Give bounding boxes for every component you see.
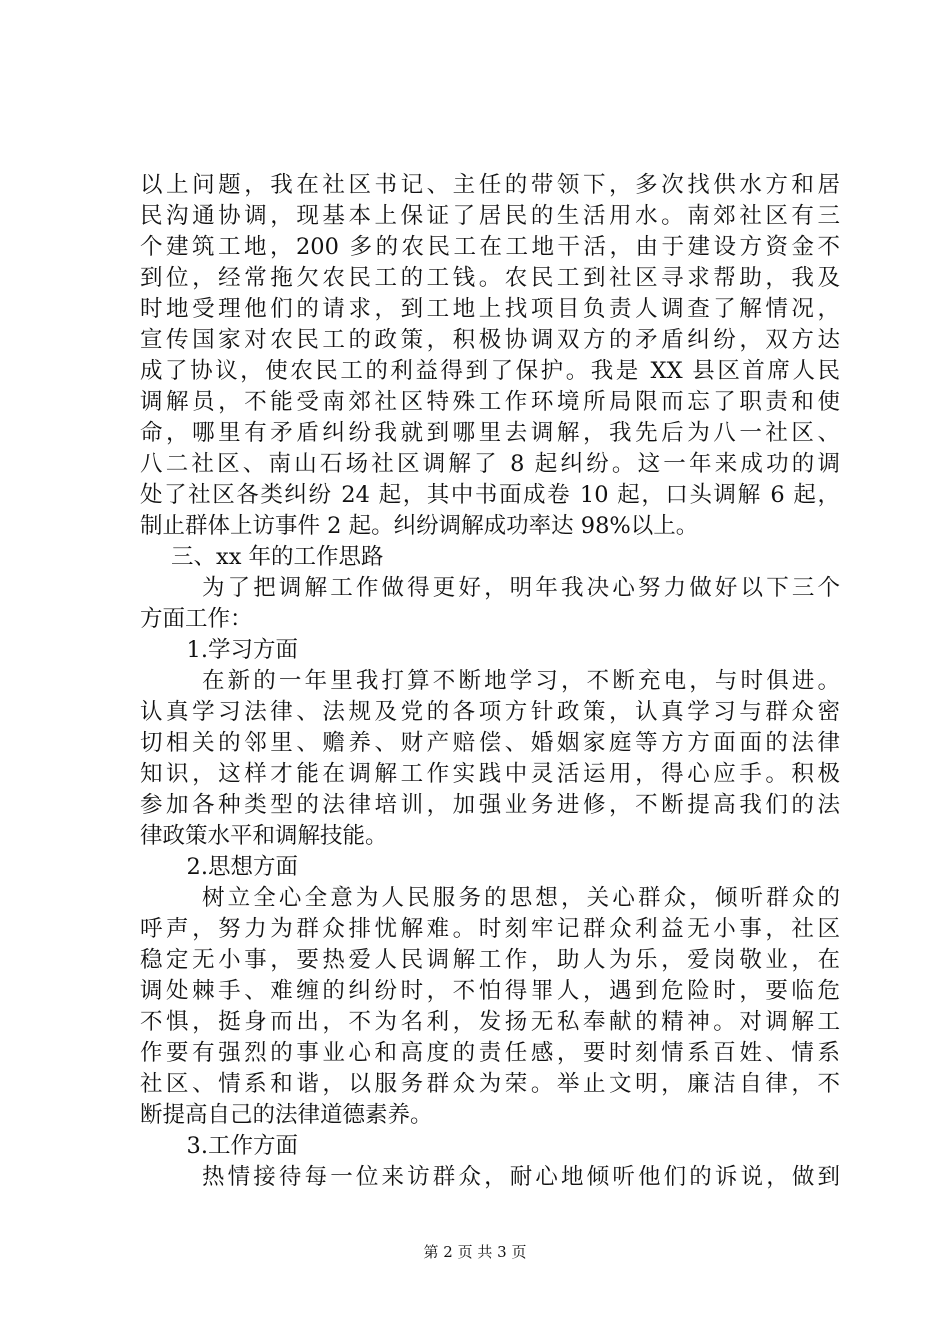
text-line: 个建筑工地，200 多的农民工在工地干活，由于建设方资金不 [140,234,840,260]
text-line: 命，哪里有矛盾纠纷我就到哪里去调解，我先后为八一社区、 [140,420,840,446]
page-footer: 第 2 页 共 3 页 [423,1243,527,1261]
text-line: 认真学习法律、法规及党的各项方针政策，认真学习与群众密 [140,699,840,725]
text-line: 社区、情系和谐，以服务群众为荣。举止文明，廉洁自律，不 [140,1071,840,1097]
text-line: 以上问题，我在社区书记、主任的带领下，多次找供水方和居 [140,172,840,198]
text-line: 制止群体上访事件 2 起。纠纷调解成功率达 98%以上。 [140,513,699,539]
text-line: 知识，这样才能在调解工作实践中灵活运用，得心应手。积极 [140,761,840,787]
document-body [140,170,840,1193]
text-line: 呼声，努力为群众排忧解难。时刻牢记群众利益无小事，社区 [140,916,840,942]
text-line: 2.思想方面 [186,854,298,880]
text-line: 处了社区各类纠纷 24 起，其中书面成卷 10 起，口头调解 6 起， [140,482,840,508]
text-line: 宣传国家对农民工的政策，积极协调双方的矛盾纠纷，双方达 [140,327,840,353]
text-line: 律政策水平和调解技能。 [140,823,388,849]
text-line: 热情接待每一位来访群众，耐心地倾听他们的诉说，做到 [202,1164,840,1190]
text-line: 三、xx 年的工作思路 [171,544,384,570]
text-line: 方面工作： [140,606,253,632]
text-line: 不惧，挺身而出，不为名利，发扬无私奉献的精神。对调解工 [140,1009,840,1035]
text-line: 成了协议，使农民工的利益得到了保护。我是 XX 县区首席人民 [140,358,840,384]
text-line: 树立全心全意为人民服务的思想，关心群众，倾听群众的 [202,885,840,911]
text-line: 调处棘手、难缠的纠纷时，不怕得罪人，遇到危险时，要临危 [140,978,840,1004]
text-line: 在新的一年里我打算不断地学习，不断充电，与时俱进。 [202,668,840,694]
text-line: 调解员，不能受南郊社区特殊工作环境所局限而忘了职责和使 [140,389,840,415]
text-line: 到位，经常拖欠农民工的工钱。农民工到社区寻求帮助，我及 [140,265,840,291]
text-line: 作要有强烈的事业心和高度的责任感，要时刻情系百姓、情系 [140,1040,840,1066]
text-line: 断提高自己的法律道德素养。 [140,1102,433,1128]
text-line: 参加各种类型的法律培训，加强业务进修，不断提高我们的法 [140,792,840,818]
text-line: 八二社区、南山石场社区调解了 8 起纠纷。这一年来成功的调 [140,451,840,477]
text-line: 稳定无小事，要热爱人民调解工作，助人为乐，爱岗敬业，在 [140,947,840,973]
text-line: 为了把调解工作做得更好，明年我决心努力做好以下三个 [202,575,840,601]
text-line: 1.学习方面 [186,637,298,663]
text-line: 民沟通协调，现基本上保证了居民的生活用水。南郊社区有三 [140,203,840,229]
text-line: 3.工作方面 [186,1133,298,1159]
text-line: 切相关的邻里、赡养、财产赔偿、婚姻家庭等方方面面的法律 [140,730,840,756]
text-line: 时地受理他们的请求，到工地上找项目负责人调查了解情况， [140,296,840,322]
